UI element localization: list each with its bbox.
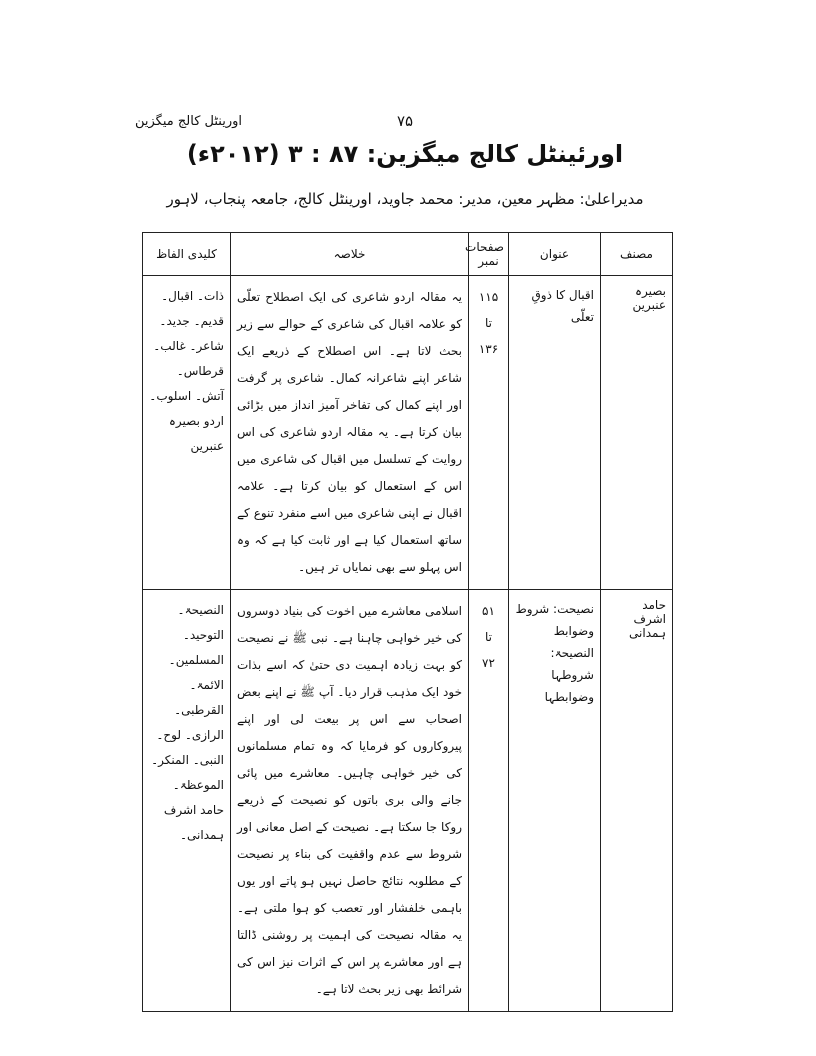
- page-to: تا: [485, 630, 492, 644]
- cell-pages: [469, 590, 509, 1012]
- cell-abstract: اسلامی معاشرے میں اخوت کی بنیاد دوسروں کی خیر خواہی چاہنا ہے۔ نبی ﷺ نے نصیحت کو بہت زیادہ اہمیت دی حتیٰ کہ اسے بذات خود ایک مذہب قرار دیا۔ آپ ﷺ نے اپنے بعض اصحاب سے اس پر بیعت لی اور اپنے پیروکاروں کو فرمایا کہ وہ تمام مسلمانوں کی خیر خواہی چاہیں۔ معاشرے میں پائی جانے والی بری باتوں کو نصیحت کے ذریعے روکا جا سکتا ہے۔ نصیحت کے اصل معانی اور شروط سے عدم واقفیت کی بناء پر نصیحت کے مطلوبہ نتائج حاصل نہیں ہو پاتے اور یوں باہمی خلفشار اور تعصب کو ہوا ملتی ہے۔ یہ مقالہ نصیحت کی اہمیت پر روشنی ڈالتا ہے اور معاشرے پر اس کے اثرات نیز اس کی شرائط بھی زیر بحث لاتا ہے۔: [231, 590, 469, 1012]
- page-start: ۱۱۵: [478, 290, 499, 304]
- page-end: ۷۲: [482, 656, 495, 670]
- cell-keywords: النصیحۃ۔ التوحید۔ المسلمین۔ الائمۃ۔ القرطبی۔ الرازی۔ لوح۔ النبی۔ المنکر۔ الموعظۃ۔ حامد اشرف ہمدانی۔: [143, 590, 231, 1012]
- cell-pages: [469, 276, 509, 590]
- table-row: [143, 590, 673, 1012]
- page-end: ۱۳۶: [478, 342, 499, 356]
- running-journal-name: اورینٹل کالج میگزین: [135, 114, 242, 129]
- cell-abstract: یہ مقالہ اردو شاعری کی ایک اصطلاح تعلّی کو علامہ اقبال کی شاعری کے حوالے سے زیر بحث لاتا ہے۔ اس اصطلاح کے ذریعے ایک شاعر اپنے شاعرانہ کمال۔ شاعری پر گرفت اور اپنے کمال کی تفاخر آمیز انداز میں بڑائی بیان کرتا ہے۔ یہ مقالہ اردو شاعری کی اس روایت کے تسلسل میں اقبال کی شاعری میں اس کے استعمال کو بیان کرتا ہے۔ علامہ اقبال نے اپنی شاعری میں اسے منفرد تنوع کے ساتھ استعمال کیا ہے اور ثابت کیا ہے کہ وہ اس پہلو سے بھی نمایاں تر ہیں۔: [231, 276, 469, 590]
- running-header: [135, 112, 675, 132]
- cell-title: اقبال کا ذوقِ تعلّی: [509, 276, 601, 590]
- page-to: تا: [485, 316, 492, 330]
- header-abstract: خلاصہ: [231, 233, 469, 276]
- header-author: مصنف: [601, 233, 673, 276]
- page-number: ۷۵: [396, 112, 414, 130]
- table-row: [143, 276, 673, 590]
- cell-title: نصیحت: شروط وضوابط النصیحۃ: شروطہا وضوابطہا: [509, 590, 601, 1012]
- abstracts-table: [142, 232, 673, 1012]
- editors-line: مدیراعلیٰ: مظہر معین، مدیر: محمد جاوید، اورینٹل کالج، جامعہ پنجاب، لاہور: [166, 190, 644, 208]
- header-title: عنوان: [509, 233, 601, 276]
- table-header-row: [143, 233, 673, 276]
- header-keywords: کلیدی الفاظ: [143, 233, 231, 276]
- cell-keywords: ذات۔ اقبال۔ قدیم۔ جدید۔ شاعر۔ غالب۔ قرطاس۔ آتش۔ اسلوب۔ اردو بصیرہ عنبرین: [143, 276, 231, 590]
- header-pages: صفحات نمبر: [469, 233, 509, 276]
- cell-author: بصیرہ عنبرین: [601, 276, 673, 590]
- cell-author: حامد اشرف ہمدانی: [601, 590, 673, 1012]
- journal-title: اورئینٹل کالج میگزین: ۸۷ : ۳ (۲۰۱۲ء): [186, 140, 624, 168]
- page-start: ۵۱: [482, 604, 495, 618]
